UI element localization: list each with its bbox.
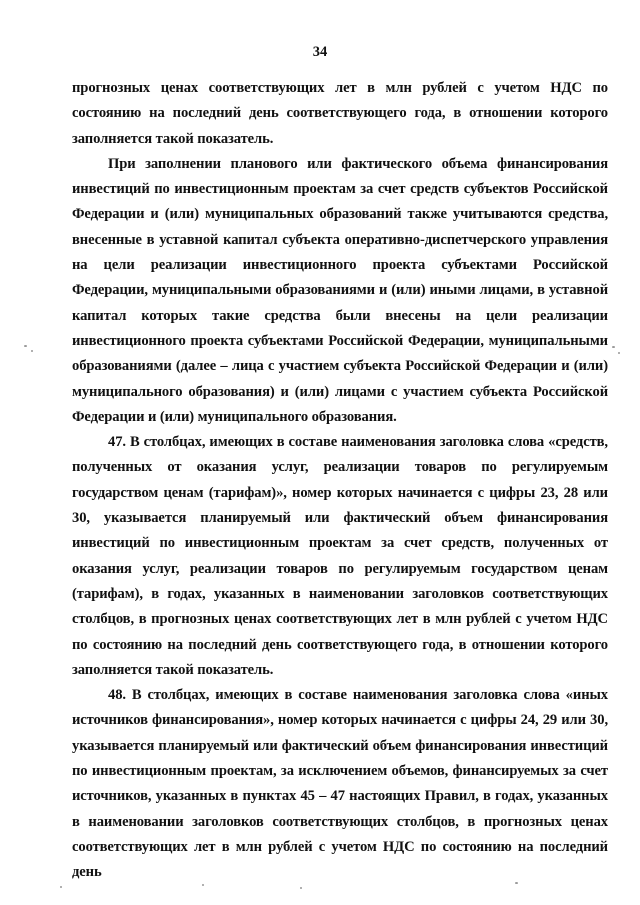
- paragraph-continuation: прогнозных ценах соответствующих лет в млн рублей с учетом НДС по состоянию на последний день соответствующего года, в отношении которого заполняется такой показатель.: [72, 80, 608, 147]
- scan-speck: [202, 884, 204, 886]
- paragraph-item-47: 47. В столбцах, имеющих в составе наименования заголовка слова «средств, полученных от оказания услуг, реализации товаров по регулируемым государством ценам (тарифам)», номер которых начинается с цифры 23, 28 или 30, указывается планируемый или фактический объем финансирования инвестиций по инвестиционным проектам за счет средств, полученных от оказания услуг, реализации товаров по регулируемым государством ценам (тарифам), в годах, указанных в наименовании заголовков соответствующих столбцов, в прогнозных ценах соответствующих лет в млн рублей с учетом НДС по состоянию на последний день соответствующего года, в отношении которого заполняется такой показатель.: [72, 434, 608, 678]
- document-body: [72, 76, 608, 886]
- scan-speck: [515, 882, 518, 884]
- scan-speck: [300, 887, 302, 889]
- scan-speck: [31, 350, 33, 352]
- paragraph-item-48: 48. В столбцах, имеющих в составе наименования заголовка слова «иных источников финансирования», номер которых начинается с цифры 24, 29 или 30, указывается планируемый или фактический объем финансирования инвестиций по инвестиционным проектам, за исключением объемов, финансируемых за счет источников, указанных в пунктах 45 – 47 настоящих Правил, в годах, указанных в наименовании заголовков соответствующих столбцов, в прогнозных ценах соответствующих лет в млн рублей с учетом НДС по состоянию на последний день: [72, 687, 608, 881]
- scan-speck: [612, 346, 615, 348]
- scan-speck: [60, 886, 62, 888]
- scan-speck: [24, 345, 27, 347]
- paragraph-funding-sources: При заполнении планового или фактического объема финансирования инвестиций по инвестиционным проектам за счет средств субъектов Российской Федерации и (или) муниципальных образований также учитываются средства, внесенные в уставной капитал субъекта оперативно-диспетчерского управления на цели реализации инвестиционного проекта субъектами Российской Федерации, муниципальными образованиями и (или) иными лицами, в уставной капитал которых такие средства были внесены на цели реализации инвестиционного проекта субъектами Российской Федерации, муниципальными образованиями (далее – лица с участием субъекта Российской Федерации и (или) муниципального образования) и (или) лицами с участием субъекта Российской Федерации и (или) муниципального образования.: [72, 155, 608, 425]
- page-number: 34: [312, 44, 328, 60]
- scan-speck: [618, 352, 620, 354]
